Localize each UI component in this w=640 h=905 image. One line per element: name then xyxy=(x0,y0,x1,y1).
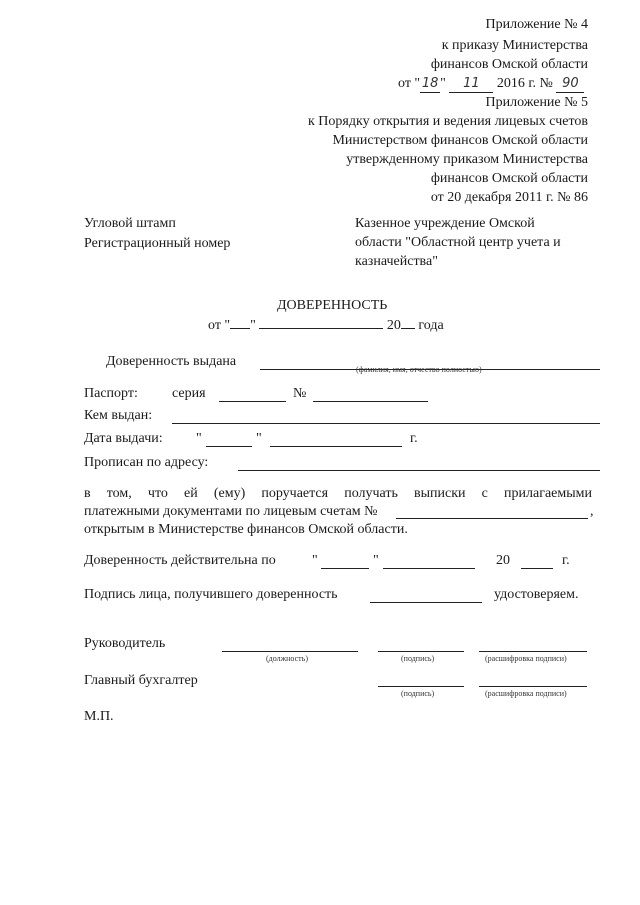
passport-series-line[interactable] xyxy=(219,401,286,402)
registration-number-label: Регистрационный номер xyxy=(84,236,231,251)
header-annex5: Приложение № 5 xyxy=(485,95,588,110)
validity-year-prefix: 20 xyxy=(496,553,510,568)
stamp-place: М.П. xyxy=(84,709,114,724)
address-label: Прописан по адресу: xyxy=(84,455,209,470)
paragraph-line2: платежными документами по лицевым счетам № xyxy=(84,504,378,519)
recipient-line3: казначейства" xyxy=(355,254,438,269)
header-approved: утвержденному приказом Министерства xyxy=(346,152,588,167)
issued-to-label: Доверенность выдана xyxy=(106,354,237,369)
header-date2: от 20 декабря 2011 г. № 86 xyxy=(430,190,588,205)
director-position-line[interactable] xyxy=(222,651,358,652)
title-date xyxy=(208,318,444,334)
handwritten-month: 11 xyxy=(463,76,480,91)
director-decode-caption: (расшифровка подписи) xyxy=(485,654,567,663)
director-sign-line[interactable] xyxy=(378,651,464,652)
validity-year-suffix: г. xyxy=(562,553,570,568)
date-prefix: от " xyxy=(398,76,421,91)
title-year-prefix: 20 xyxy=(386,318,401,333)
header-by-ministry: Министерством финансов Омской области xyxy=(332,133,588,148)
validity-quote2: " xyxy=(373,553,379,568)
validity-day-line[interactable] xyxy=(321,568,369,569)
document-title: ДОВЕРЕННОСТЬ xyxy=(277,298,388,313)
passport-number-sign: № xyxy=(293,386,307,401)
chief-accountant-label: Главный бухгалтер xyxy=(84,673,198,688)
issued-by-label: Кем выдан: xyxy=(84,408,153,423)
date-quote: " xyxy=(440,76,446,91)
title-year-word: года xyxy=(418,318,444,333)
handwritten-day: 18 xyxy=(421,76,439,91)
paragraph-line2-end: , xyxy=(590,504,594,519)
validity-month-line[interactable] xyxy=(383,568,475,569)
director-label: Руководитель xyxy=(84,636,166,651)
director-sign-caption: (подпись) xyxy=(401,654,435,663)
header-order-date xyxy=(398,76,584,93)
director-position-caption: (должность) xyxy=(266,654,308,663)
year-and-number-sign: 2016 г. № xyxy=(496,76,553,91)
passport-series-label: серия xyxy=(172,386,206,401)
issue-date-day-line[interactable] xyxy=(206,446,252,447)
title-quote: " xyxy=(250,318,256,333)
issue-date-quote2: " xyxy=(256,431,262,446)
director-decode-line[interactable] xyxy=(479,651,587,652)
validity-year-line[interactable] xyxy=(521,568,553,569)
corner-stamp-label: Угловой штамп xyxy=(84,216,176,231)
paragraph-line1: в том, что ей (ему) поручается получать выписки с прилагаемыми xyxy=(84,486,592,501)
header-ministry: финансов Омской области xyxy=(430,57,588,72)
header-ministry2: финансов Омской области xyxy=(430,171,588,186)
issue-date-label: Дата выдачи: xyxy=(84,431,163,446)
issue-date-month-line[interactable] xyxy=(270,446,402,447)
address-line[interactable] xyxy=(238,470,600,471)
recipient-line2: области "Областной центр учета и xyxy=(355,235,561,250)
issued-to-caption: (фамилия, имя, отчество полностью) xyxy=(356,365,482,374)
validity-label: Доверенность действительна по xyxy=(84,553,276,568)
header-procedure: к Порядку открытия и ведения лицевых счетов xyxy=(307,114,588,129)
chief-accountant-sign-caption: (подпись) xyxy=(401,689,435,698)
title-from: от " xyxy=(208,318,231,333)
chief-accountant-sign-line[interactable] xyxy=(378,686,464,687)
header-to-order: к приказу Министерства xyxy=(441,38,588,53)
header-annex4: Приложение № 4 xyxy=(485,17,588,32)
paragraph-line3: открытым в Министерстве финансов Омской области. xyxy=(84,522,408,537)
handwritten-order-number: 90 xyxy=(562,76,579,91)
recipient-line1: Казенное учреждение Омской xyxy=(355,216,535,231)
issue-date-year-suffix: г. xyxy=(410,431,418,446)
certify-text: удостоверяем. xyxy=(494,587,579,602)
recipient-signature-label: Подпись лица, получившего доверенность xyxy=(84,587,338,602)
passport-number-line[interactable] xyxy=(313,401,428,402)
passport-label: Паспорт: xyxy=(84,386,138,401)
validity-quote1: " xyxy=(312,553,318,568)
account-number-line[interactable] xyxy=(396,518,588,519)
chief-accountant-decode-line[interactable] xyxy=(479,686,587,687)
issued-by-line[interactable] xyxy=(172,423,600,424)
chief-accountant-decode-caption: (расшифровка подписи) xyxy=(485,689,567,698)
recipient-signature-line[interactable] xyxy=(370,602,482,603)
issue-date-quote1: " xyxy=(196,431,202,446)
